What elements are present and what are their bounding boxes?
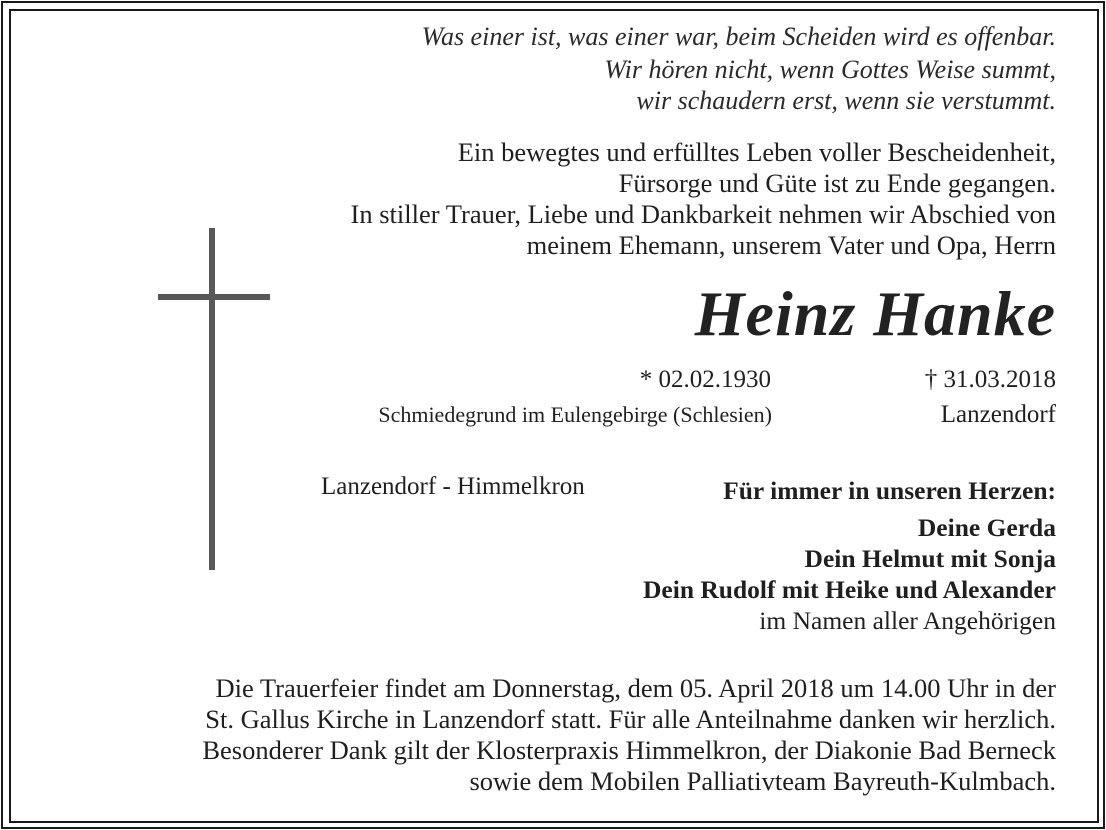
cross-vertical-beam — [209, 228, 215, 570]
mourner-name-2: Dein Helmut mit Sonja — [804, 544, 1056, 573]
poem-line-2: Wir hören nicht, wenn Gottes Weise summt, — [604, 55, 1056, 84]
mourners-footer: im Namen aller Angehörigen — [759, 606, 1056, 635]
intro-line-1: Ein bewegtes und erfülltes Leben voller Bescheidenheit, — [457, 137, 1056, 167]
mourner-name-3: Dein Rudolf mit Heike und Alexander — [643, 575, 1056, 604]
intro-line-2: Fürsorge und Güte ist zu Ende gegangen. — [618, 168, 1056, 198]
closing-line-2: St. Gallus Kirche in Lanzendorf statt. Für alle Anteilnahme danken wir herzlich. — [205, 704, 1056, 734]
birth-date: * 02.02.1930 — [639, 366, 771, 393]
closing-line-4: sowie dem Mobilen Palliativteam Bayreuth-Kulmbach. — [469, 766, 1056, 796]
poem-line-3: wir schaudern erst, wenn sie verstummt. — [636, 86, 1056, 115]
latin-cross-icon — [158, 228, 270, 570]
death-date: † 31.03.2018 — [924, 366, 1056, 393]
mourners-heading: Für immer in unseren Herzen: — [723, 476, 1056, 505]
mourner-name-1: Deine Gerda — [917, 513, 1056, 542]
cross-horizontal-beam — [158, 294, 270, 300]
poem-line-1: Was einer ist, was einer war, beim Scheiden wird es offenbar. — [421, 22, 1056, 51]
deceased-name: Heinz Hanke — [694, 278, 1056, 349]
closing-line-1: Die Trauerfeier findet am Donnerstag, dem 05. April 2018 um 14.00 Uhr in der — [215, 673, 1056, 703]
family-location: Lanzendorf - Himmelkron — [321, 473, 585, 500]
birth-place: Schmiedegrund im Eulengebirge (Schlesien) — [378, 402, 772, 427]
intro-line-3: In stiller Trauer, Liebe und Dankbarkeit nehmen wir Abschied von — [350, 199, 1056, 229]
death-place: Lanzendorf — [940, 401, 1056, 428]
intro-line-4: meinem Ehemann, unserem Vater und Opa, Herrn — [526, 230, 1056, 260]
closing-line-3: Besonderer Dank gilt der Klosterpraxis Himmelkron, der Diakonie Bad Berneck — [202, 735, 1056, 765]
